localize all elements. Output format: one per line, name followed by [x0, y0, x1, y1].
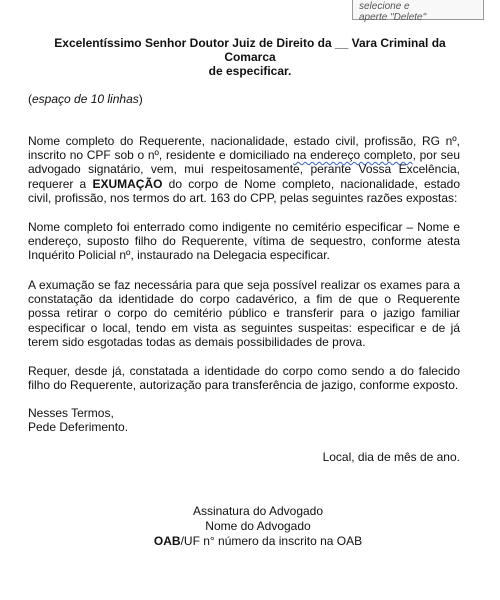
note-line-1: selecione e [359, 1, 410, 12]
signature-line-3 [8, 534, 500, 549]
spacing-note [28, 92, 460, 106]
p1-part-3: do corpo de Nome completo, nacionalidade, estado civil, profissão, nos termos do art. 163 do CPP, pelas seguintes razões expostas: [28, 176, 461, 205]
closing-block [28, 406, 460, 434]
petition-header [30, 36, 470, 78]
p2-text: Nome completo foi enterrado como indigente no cemitério especificar – Nome e endereço, suposto filho do Requerente, vítima de sequestro, conforme atesta Inquérito Policial nº, instaurado na Delegacia especificar. [28, 220, 460, 263]
signature-line-2: Nome do Advogado [205, 519, 311, 533]
p1-underlined-address: na endereço completo [293, 148, 413, 163]
signature-block [8, 504, 500, 549]
note-line-2: aperte "Delete" [359, 12, 427, 23]
p1-part-1: Nome completo do Requerente, nacionalidade, estado civil, profissão, RG nº, inscrito no CPF sob o nº, residente e domiciliado [28, 134, 460, 163]
paragraph-facts [28, 220, 460, 263]
place-date: Local, dia de mês de ano. [322, 450, 460, 464]
paragraph-justification [28, 278, 460, 349]
spacing-note-close: ) [138, 92, 143, 106]
header-line-1: Excelentíssimo Senhor Doutor Juiz de Direito da __ Vara Criminal da Comarca [54, 36, 446, 64]
p1-exumacao: EXUMAÇÃO [92, 176, 163, 191]
spacing-note-open: ( [28, 92, 32, 106]
closing-line-1: Nesses Termos, [28, 406, 114, 420]
oab-label: OAB [153, 534, 181, 548]
signature-line-1: Assinatura do Advogado [192, 504, 324, 518]
closing-line-2: Pede Deferimento. [28, 420, 129, 435]
spacing-note-text: espaço de 10 linhas [32, 92, 139, 106]
header-line-2: de especificar. [208, 64, 292, 78]
p3-text: A exumação se faz necessária para que seja possível realizar os exames para a constatação da identidade do corpo cadavérico, a fim de que o Requerente possa retirar o corpo do cemitério público e transferir para o jazigo familiar especificar o local, tendo em vista as seguintes suspeitas: especificar e de já terem sido esgotadas todas as demais possibilidades de prova. [28, 278, 460, 349]
paragraph-qualification [28, 134, 460, 205]
paragraph-request [28, 364, 460, 392]
oab-number-text: /UF n° número da inscrito na OAB [180, 534, 363, 548]
p4-text: Requer, desde já, constatada a identidade do corpo como sendo a do falecido filho do Requerente, autorização para transferência de jazigo, conforme exposto. [28, 364, 460, 393]
instruction-note-box [352, 0, 484, 23]
p1-part-2: , por seu advogado signatário, vem, mui respeitosamente, perante Vossa Excelência, requerer a [28, 148, 461, 191]
